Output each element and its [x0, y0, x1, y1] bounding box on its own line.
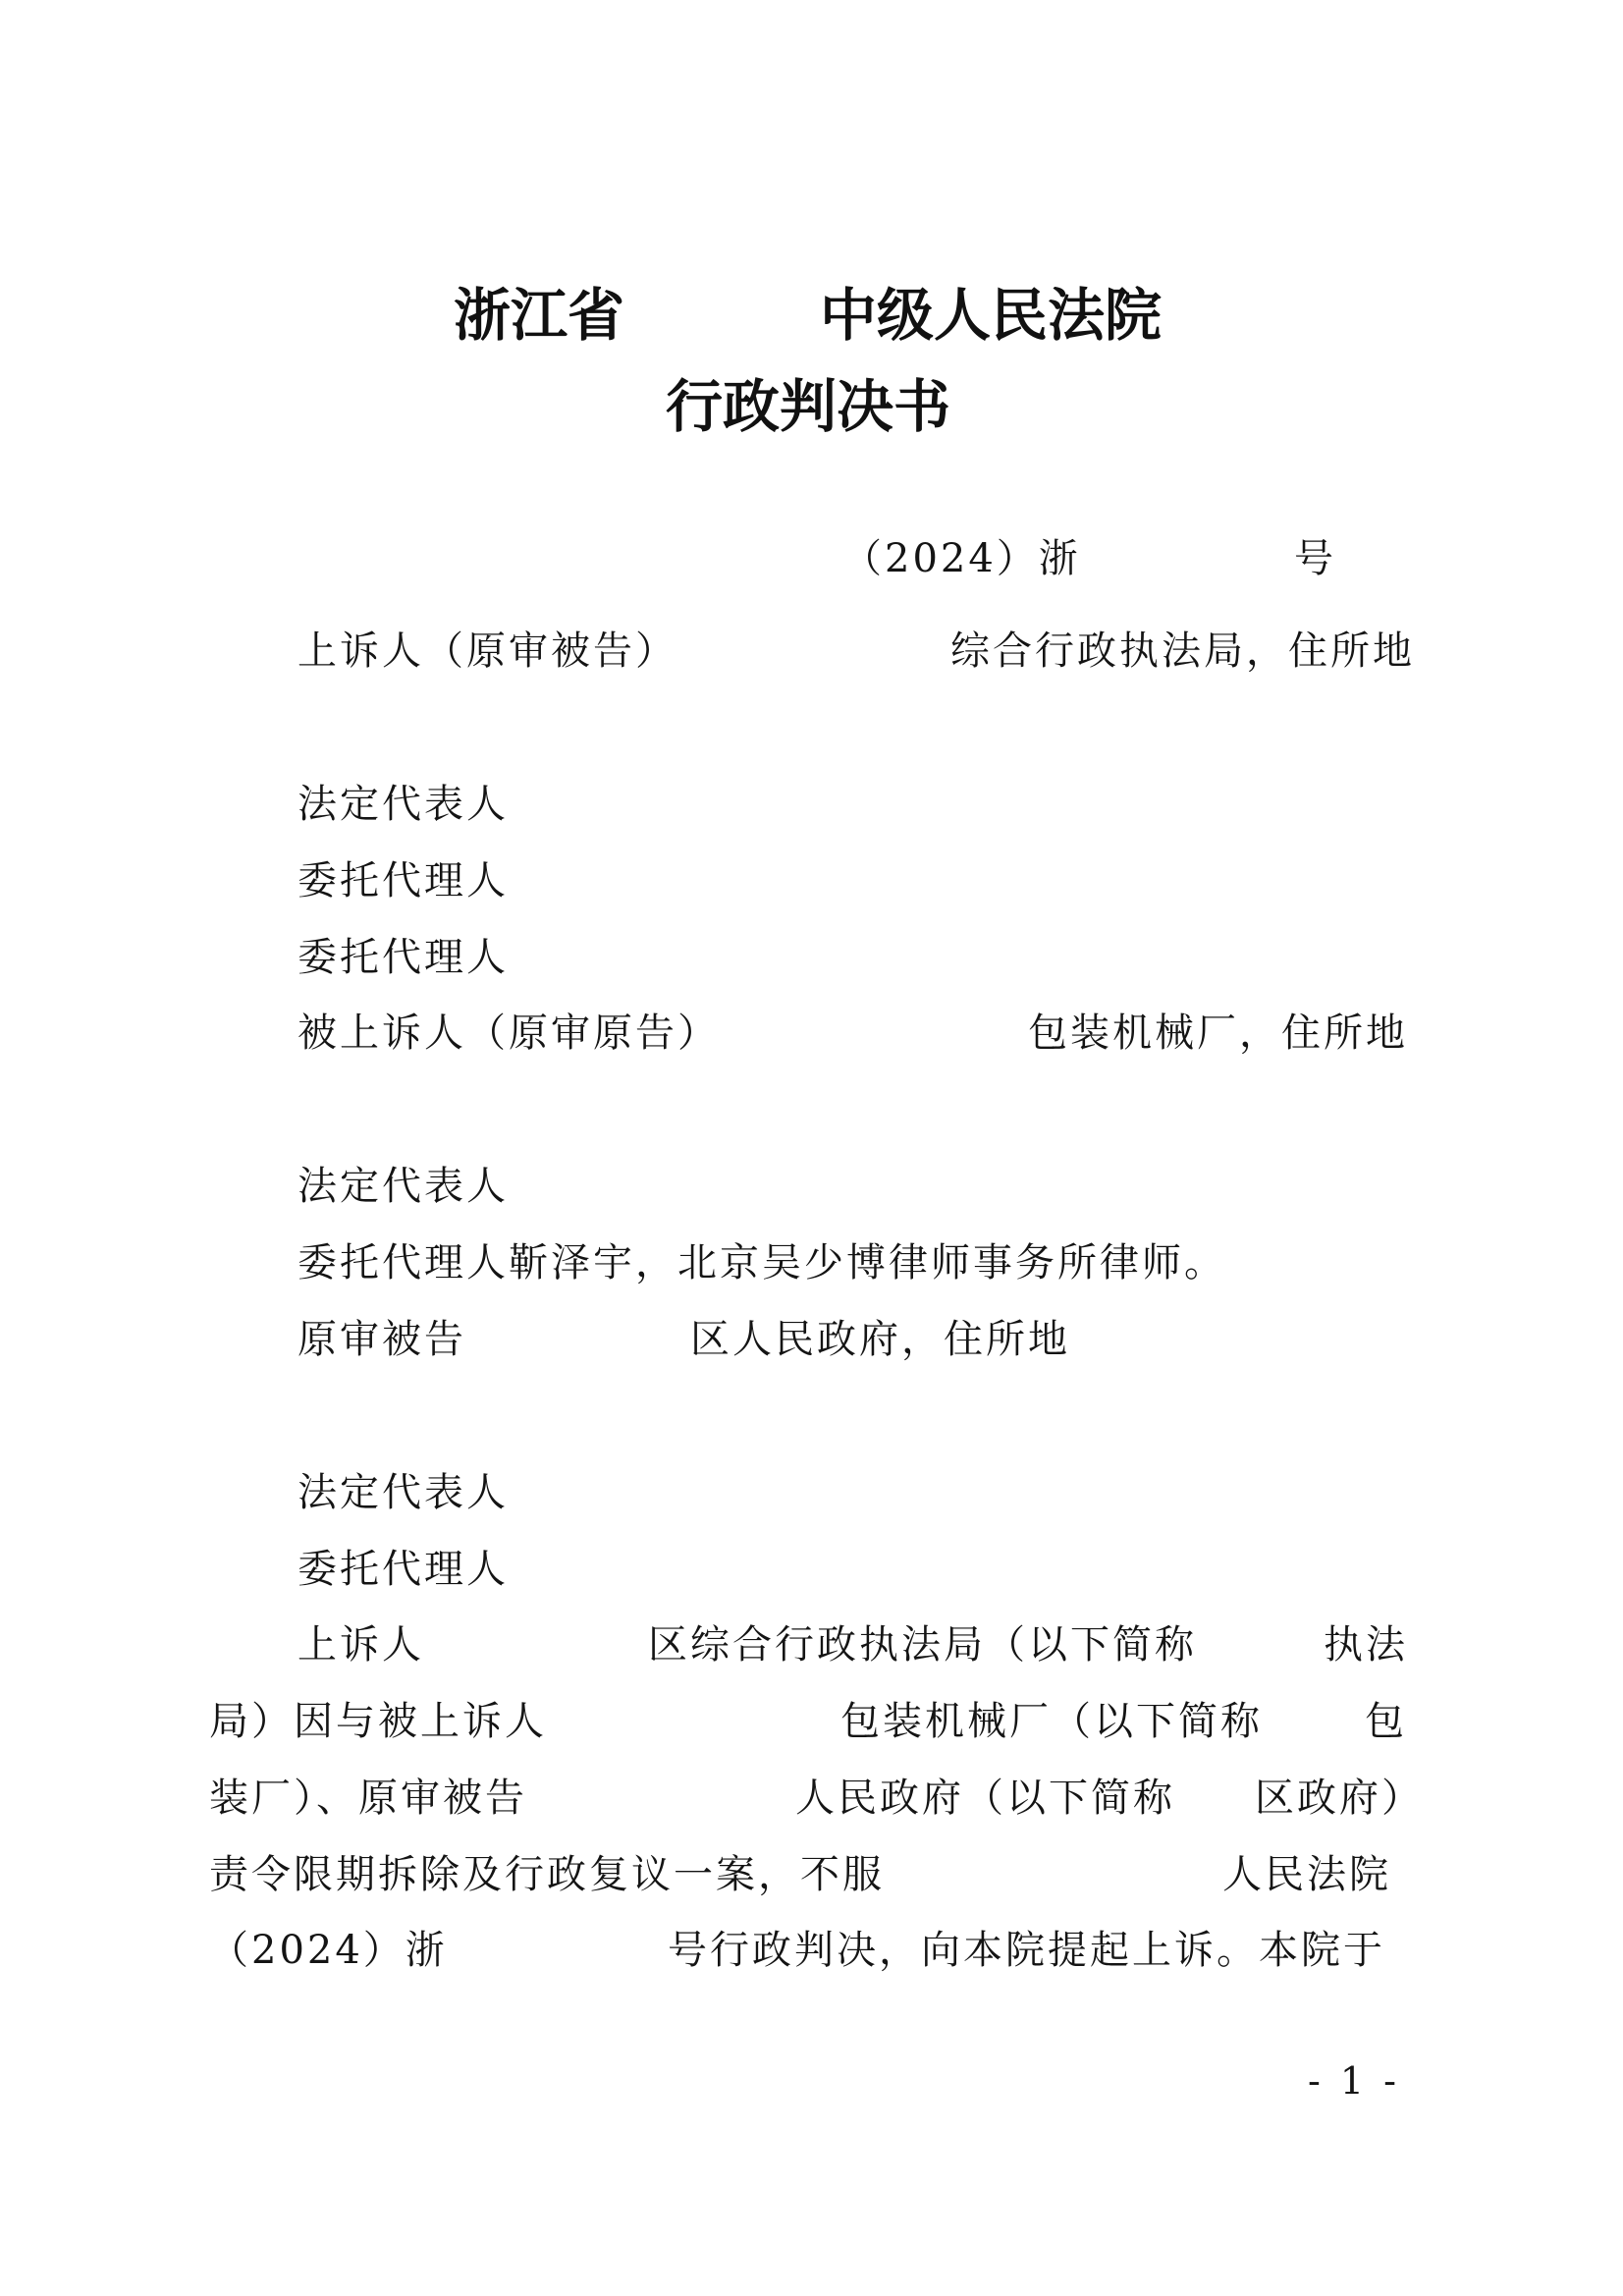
paragraph-line3-b: 人民政府（以下简称 — [795, 1776, 1175, 1821]
original-defendant-label: 原审被告 — [298, 1317, 466, 1362]
appellant-agent-1: 委托代理人 — [298, 858, 509, 903]
original-defendant-name: 区人民政府，住所地 — [690, 1317, 1070, 1362]
original-defendant-agent: 委托代理人 — [298, 1547, 509, 1592]
paragraph-line5-b: 号行政判决，向本院提起上诉。本院于 — [668, 1928, 1385, 1973]
paragraph-line5-a: （2024）浙 — [209, 1928, 448, 1973]
paragraph-line2-a: 局）因与被上诉人 — [209, 1699, 547, 1744]
appellee-label: 被上诉人（原审原告） — [298, 1011, 720, 1056]
paragraph-line2-b: 包装机械厂（以下简称 — [840, 1699, 1263, 1744]
appellee-agent: 委托代理人靳泽宇，北京吴少博律师事务所律师。 — [298, 1240, 1226, 1285]
court-name-part2: 中级人民法院 — [820, 282, 1163, 349]
appellant-legal-rep: 法定代表人 — [298, 782, 509, 827]
case-number-prefix: （2024）浙 — [842, 536, 1081, 581]
paragraph-line4-a: 责令限期拆除及行政复议一案，不服 — [209, 1852, 885, 1897]
paragraph-line3-a: 装厂）、原审被告 — [209, 1776, 527, 1821]
case-number-suffix: 号 — [1294, 536, 1336, 581]
paragraph-line3-c: 区政府） — [1255, 1776, 1424, 1821]
page-number: - 1 - — [1308, 2059, 1401, 2103]
appellant-agent-2: 委托代理人 — [298, 935, 509, 980]
paragraph-line1-b: 区综合行政执法局（以下简称 — [648, 1622, 1197, 1667]
paragraph-line1-a: 上诉人 — [298, 1622, 424, 1667]
appellee-legal-rep: 法定代表人 — [298, 1164, 509, 1209]
appellant-name: 综合行政执法局，住所地 — [950, 629, 1415, 674]
document-type-title: 行政判决书 — [666, 373, 951, 440]
original-defendant-legal-rep: 法定代表人 — [298, 1470, 509, 1515]
appellant-label: 上诉人（原审被告） — [298, 629, 677, 674]
paragraph-line2-c: 包 — [1365, 1699, 1407, 1744]
court-name-part1: 浙江省 — [454, 282, 625, 349]
paragraph-line1-c: 执法 — [1324, 1622, 1408, 1667]
appellee-name: 包装机械厂，住所地 — [1028, 1011, 1408, 1056]
paragraph-line4-b: 人民法院 — [1222, 1852, 1391, 1897]
